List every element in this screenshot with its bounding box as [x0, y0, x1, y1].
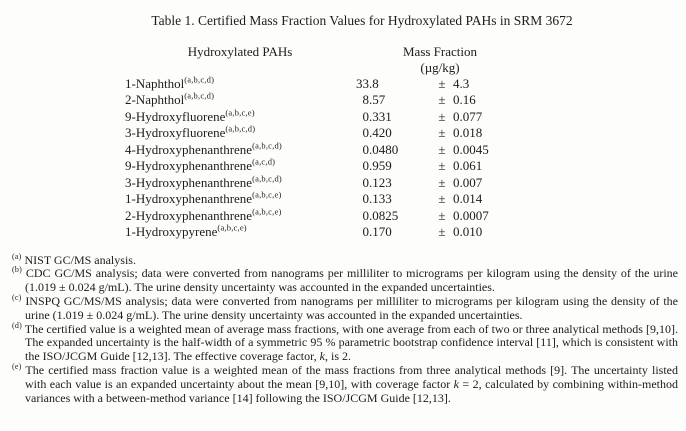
uncertainty-value: 0.061 — [453, 158, 483, 174]
compound-name: 3-Hydroxyfluorene$^{(a,b,c,d)}$ — [125, 124, 256, 141]
plus-minus-sign: ± — [438, 92, 446, 108]
footnote-marker: (a) — [12, 251, 22, 261]
footnote-text: CDC GC/MS analysis; data were converted from nanograms per milliliter to micrograms per kilogram using the density of the urine (1.019 ± 0.024 g/mL). The urine density uncertainty was accounted in the expanded uncertainties. — [25, 266, 679, 295]
mass-fraction-label: Mass Fraction — [402, 44, 478, 59]
table-row — [125, 224, 525, 240]
mass-fraction-value: 0.0480 — [362, 141, 399, 157]
footnote-text: k — [453, 376, 459, 391]
mass-fraction-value: 33.8 — [356, 76, 379, 91]
footnote-markers: (a,b,c,d) — [184, 91, 215, 102]
compound-name: 9-Hydroxyphenanthrene$^{(a,c,d)}$ — [125, 156, 276, 174]
mass-fraction-value: 0.959 — [362, 158, 392, 174]
plus-minus-sign: ± — [438, 76, 446, 91]
footnote — [12, 292, 678, 323]
table-row — [125, 109, 525, 125]
uncertainty-value: 0.010 — [453, 224, 483, 240]
plus-minus-sign: ± — [438, 125, 446, 141]
uncertainty-value: 0.16 — [453, 92, 476, 108]
header-row — [125, 44, 525, 76]
mass-fraction-value: 0.123 — [362, 174, 392, 190]
uncertainty-value: 0.0045 — [453, 141, 489, 157]
plus-minus-sign: ± — [438, 224, 446, 240]
compound-name: 9-Hydroxyfluorene$^{(a,b,c,e)}$ — [125, 107, 255, 124]
footnote-marker: (c) — [12, 292, 22, 302]
uncertainty-value: 0.018 — [453, 125, 483, 141]
footnote-marker: (b) — [12, 265, 22, 275]
plus-minus-sign: ± — [438, 108, 446, 124]
mass-fraction-value: 0.0825 — [362, 207, 399, 223]
table-row — [125, 142, 525, 158]
plus-minus-sign: ± — [438, 174, 446, 190]
column-header-hydroxylated-pahs: Hydroxylated PAHs — [187, 44, 293, 59]
mass-fraction-value: 0.331 — [362, 108, 392, 124]
plus-minus-sign: ± — [438, 158, 446, 174]
uncertainty-value: 4.3 — [453, 76, 470, 91]
table-row — [125, 175, 525, 191]
mass-fraction-value: 0.170 — [362, 224, 392, 240]
footnote-text: k — [319, 349, 325, 364]
column-header-mass-fraction — [355, 44, 525, 76]
footnote — [12, 320, 678, 364]
footnote-markers: (a,b,c,e) — [252, 206, 282, 217]
footnote-markers: (a,b,c,d) — [252, 173, 282, 184]
footnote — [12, 267, 678, 295]
table-row — [125, 158, 525, 174]
plus-minus-sign: ± — [438, 191, 446, 207]
table-body — [125, 76, 525, 241]
footnote-text: INSPQ GC/MS/MS analysis; data were converted from nanograms per milliliter to micrograms per kilogram using the density of the urine (1.019 ± 0.024 g/mL). The urine density uncertainty was accounted in the expanded uncertainties. — [25, 293, 678, 322]
footnote-text: = 2, calculated by combining within-method variances with a between-method variance [14] following the ISO/JCGM Guide [12,13]. — [25, 376, 679, 405]
footnotes — [12, 251, 679, 406]
mass-fraction-value: 0.420 — [362, 125, 392, 141]
footnote-text: The certified mass fraction value is a weighted mean of the mass fractions from three analytical methods [9]. The uncertainty listed with each value is an expanded uncertainty about the mean [9,10], with coverage factor — [25, 362, 678, 391]
footnote-markers: (a,b,c,d) — [225, 124, 256, 135]
footnote-markers: (a,b,c,e) — [252, 189, 282, 200]
footnote-text: NIST GC/MS analysis. — [24, 252, 136, 267]
footnote-markers: (a,c,d) — [252, 156, 276, 167]
uncertainty-value: 0.077 — [453, 108, 483, 124]
footnote-markers: (a,b,c,e) — [225, 107, 255, 118]
footnote-markers: (a,b,c,d) — [252, 140, 282, 151]
footnote-markers: (a,b,c,e) — [217, 222, 247, 233]
compound-name: 3-Hydroxyphenanthrene$^{(a,b,c,d)}$ — [125, 173, 282, 190]
compound-name: 1-Hydroxyphenanthrene$^{(a,b,c,e)}$ — [125, 189, 282, 207]
plus-minus-sign: ± — [438, 141, 446, 157]
table-row — [125, 92, 525, 108]
plus-minus-sign: ± — [438, 207, 446, 223]
footnote-text: , is 2. — [324, 349, 351, 364]
footnote-text: The certified value is a weighted mean of average mass fractions, with one average from each of two or three analytical methods [9,10]. The expanded uncertainty is the half-width of a symmetric 95 % parametric bootstrap confidence interval [11], which is consistent with the ISO/JCGM Guide [12,13]. The effective coverage factor, — [24, 321, 678, 364]
table-row — [125, 76, 525, 92]
compound-name: 2-Naphthol$^{(a,b,c,d)}$ — [125, 91, 215, 108]
table-title: Table 1. Certified Mass Fraction Values for Hydroxylated PAHs in SRM 3672 — [151, 13, 573, 28]
table-row — [125, 125, 525, 141]
footnote-markers: (a,b,c,d) — [184, 74, 215, 85]
uncertainty-value: 0.0007 — [453, 207, 489, 223]
table-row — [125, 191, 525, 207]
certified-values-table — [125, 44, 525, 241]
footnote — [12, 361, 679, 405]
footnote-marker: (e) — [12, 361, 22, 371]
mass-fraction-value: 8.57 — [362, 92, 386, 108]
uncertainty-value: 0.007 — [453, 174, 483, 190]
uncertainty-value: 0.014 — [453, 191, 483, 207]
table-row — [125, 208, 525, 224]
mass-fraction-units: (µg/kg) — [420, 60, 460, 75]
table-header — [125, 44, 525, 76]
compound-name: 4-Hydroxyphenanthrene$^{(a,b,c,d)}$ — [125, 140, 282, 157]
footnote-marker: (d) — [12, 320, 22, 330]
mass-fraction-value: 0.133 — [362, 191, 392, 207]
compound-name: 2-Hydroxyphenanthrene$^{(a,b,c,e)}$ — [125, 206, 282, 223]
compound-name: 1-Naphthol$^{(a,b,c,d)}$ — [125, 74, 215, 91]
compound-name: 1-Hydroxypyrene$^{(a,b,c,e)}$ — [125, 222, 247, 240]
